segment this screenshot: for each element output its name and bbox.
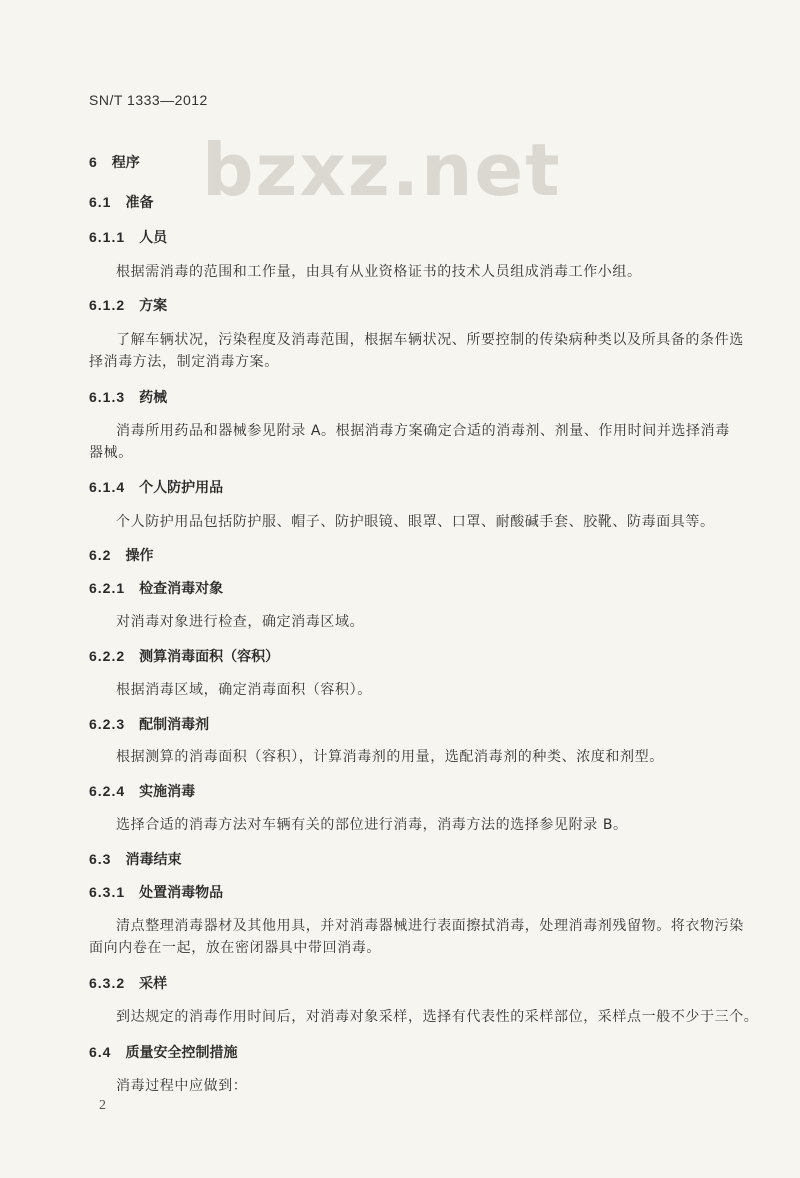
- section-number: 6.2.4: [89, 783, 126, 799]
- heading-6-1-4: [89, 477, 223, 498]
- section-title: 程序: [111, 155, 140, 171]
- heading-6-3-2: [89, 973, 167, 994]
- paragraph-6-3-2: 到达规定的消毒作用时间后，对消毒对象采样，选择有代表性的采样部位，采样点一般不少于三个。: [116, 1009, 759, 1025]
- page-number: 2: [99, 1098, 106, 1113]
- section-title: 操作: [125, 548, 154, 564]
- section-number: 6.2.2: [89, 648, 126, 664]
- paragraph-6-4: 消毒过程中应做到：: [116, 1078, 248, 1094]
- heading-6-2: [89, 545, 153, 566]
- paragraph-6-1-2-line-1: 了解车辆状况，污染程度及消毒范围，根据车辆状况、所要控制的传染病种类以及所具备的条件选: [116, 332, 744, 348]
- section-title: 消毒结束: [125, 852, 182, 868]
- paragraph-6-2-3: 根据测算的消毒面积（容积），计算消毒剂的用量，选配消毒剂的种类、浓度和剂型。: [116, 749, 664, 765]
- section-number: 6.1.2: [89, 297, 126, 313]
- section-number: 6.2.3: [89, 716, 126, 732]
- heading-6-1-2: [89, 295, 167, 316]
- section-title: 测算消毒面积（容积）: [139, 649, 280, 665]
- heading-6-4: [89, 1042, 237, 1063]
- paragraph-6-3-1-line-1: 清点整理消毒器材及其他用具，并对消毒器械进行表面擦拭消毒，处理消毒剂残留物。将衣物污染: [116, 918, 744, 934]
- section-number: 6.3: [89, 851, 112, 867]
- paragraph-6-2-2: 根据消毒区域，确定消毒面积（容积）。: [116, 682, 372, 698]
- section-title: 质量安全控制措施: [125, 1045, 238, 1061]
- paragraph-6-3-1-line-2: 面向内卷在一起，放在密闭器具中带回消毒。: [89, 940, 381, 956]
- heading-6-3: [89, 849, 181, 870]
- watermark: bzxz.net: [202, 128, 562, 212]
- section-title: 准备: [125, 195, 154, 211]
- heading-6-2-2: [89, 646, 279, 667]
- heading-6-1-3: [89, 387, 167, 408]
- section-number: 6.4: [89, 1044, 112, 1060]
- section-number: 6.3.2: [89, 975, 126, 991]
- section-title: 采样: [139, 976, 168, 992]
- section-title: 方案: [139, 298, 168, 314]
- paragraph-6-1-3-line-2: 器械。: [89, 445, 133, 461]
- heading-6-1: [89, 192, 153, 213]
- section-number: 6.1: [89, 194, 112, 210]
- paragraph-6-2-4: 选择合适的消毒方法对车辆有关的部位进行消毒，消毒方法的选择参见附录 B。: [116, 817, 628, 833]
- section-title: 实施消毒: [139, 784, 196, 800]
- heading-6-3-1: [89, 882, 223, 903]
- section-title: 个人防护用品: [139, 480, 224, 496]
- heading-6-2-3: [89, 714, 209, 735]
- paragraph-6-1-2-line-2: 择消毒方法，制定消毒方案。: [89, 354, 279, 370]
- section-number: 6.2.1: [89, 580, 126, 596]
- section-title: 检查消毒对象: [139, 581, 224, 597]
- paragraph-6-1-1: 根据需消毒的范围和工作量，由具有从业资格证书的技术人员组成消毒工作小组。: [116, 264, 642, 280]
- section-number: 6.3.1: [89, 884, 126, 900]
- section-number: 6: [89, 154, 98, 170]
- heading-6: [89, 152, 140, 173]
- section-title: 药械: [139, 390, 168, 406]
- paragraph-6-1-4: 个人防护用品包括防护服、帽子、防护眼镜、眼罩、口罩、耐酸碱手套、胶靴、防毒面具等。: [116, 514, 715, 530]
- heading-6-2-1: [89, 578, 223, 599]
- paragraph-6-2-1: 对消毒对象进行检查，确定消毒区域。: [116, 614, 365, 630]
- section-title: 处置消毒物品: [139, 885, 224, 901]
- heading-6-2-4: [89, 781, 195, 802]
- heading-6-1-1: [89, 227, 167, 248]
- standard-number-header: SN/T 1333—2012: [89, 92, 208, 108]
- section-number: 6.2: [89, 547, 112, 563]
- paragraph-6-1-3-line-1: 消毒所用药品和器械参见附录 A。根据消毒方案确定合适的消毒剂、剂量、作用时间并选择消毒: [116, 423, 730, 439]
- section-number: 6.1.1: [89, 229, 126, 245]
- section-number: 6.1.4: [89, 479, 126, 495]
- section-title: 配制消毒剂: [139, 717, 210, 733]
- section-title: 人员: [139, 230, 168, 246]
- section-number: 6.1.3: [89, 389, 126, 405]
